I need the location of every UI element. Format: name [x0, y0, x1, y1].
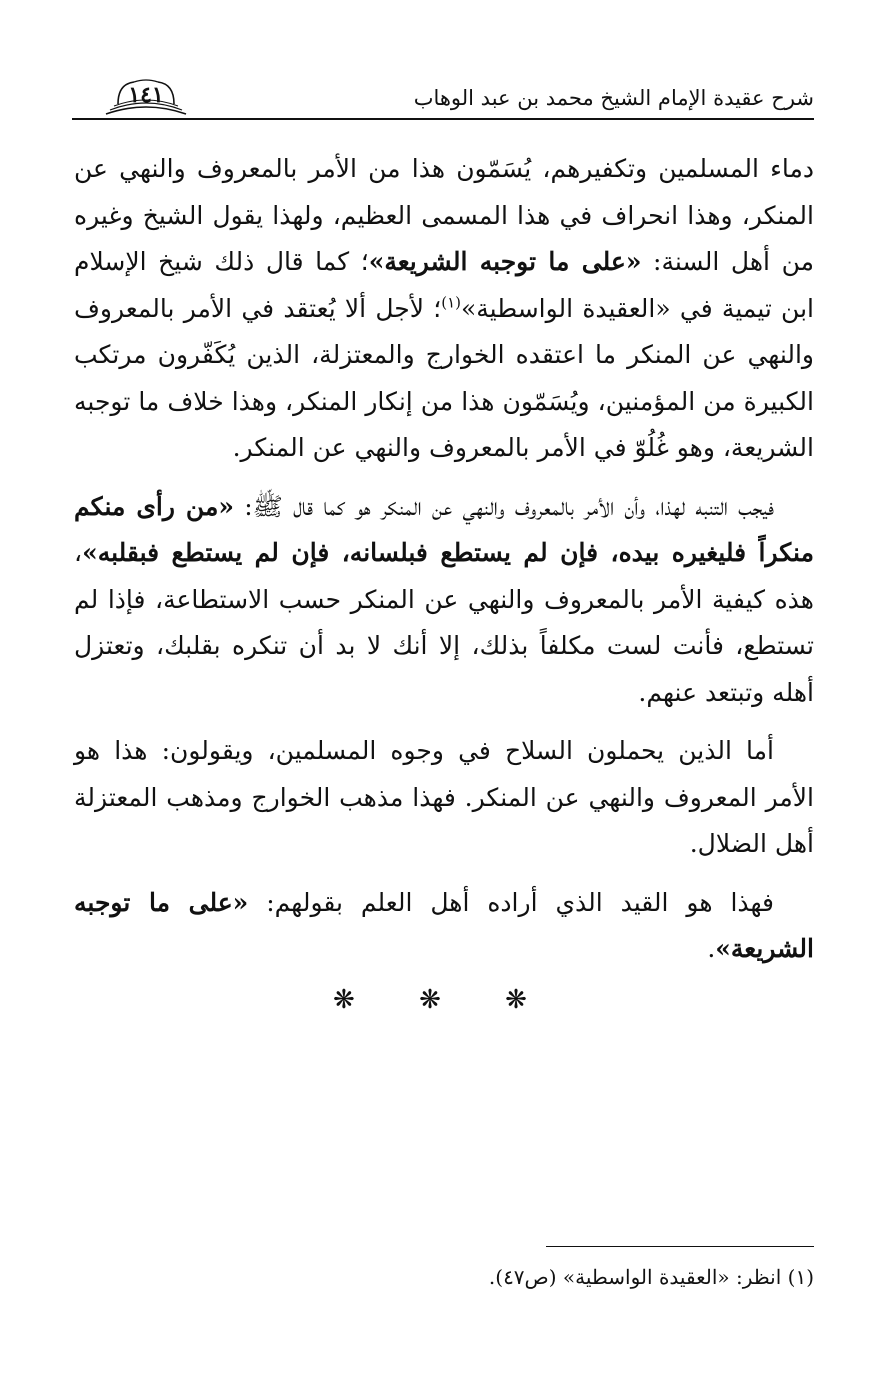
paragraph-2 [74, 484, 814, 717]
p4-text-1: فهذا هو القيد الذي أراده أهل العلم بقولهم: [248, 887, 774, 917]
p2-text-2: ، هذه كيفية الأمر بالمعروف والنهي عن المنكر حسب الاستطاعة، فإذا لم تستطع، فأنت لست مكلفاً بذلك، إلا أنك لا بد أن تنكره بقلبك، وتعتزل أهله وتبتعد عنهم. [74, 538, 814, 707]
page-number: ١٤١ [128, 82, 164, 108]
p2-text-1: فيجب التنبه لهذا، وأن الأمر بالمعروف والنهي عن المنكر هو كما قال ﷺ: [233, 491, 774, 521]
footnote-marker: (١) [787, 1265, 814, 1289]
p4-bold-1: «على ما توجبه الشريعة» [74, 887, 814, 963]
header-title: شرح عقيدة الإمام الشيخ محمد بن عبد الوهاب [413, 86, 814, 110]
header-rule [72, 118, 814, 120]
footnote-reference: (١) [441, 293, 461, 312]
p1-text-1: دماء المسلمين وتكفيرهم، يُسَمّون هذا من الأمر بالمعروف والنهي عن المنكر، وهذا انحراف في هذا المسمى العظيم، ولهذا يقول الشيخ وغيره من أهل السنة: [74, 154, 814, 276]
paragraph-3 [74, 728, 814, 868]
main-text [74, 146, 814, 1015]
p1-text-3: ؛ لأجل ألا يُعتقد في الأمر بالمعروف والنهي عن المنكر ما اعتقده الخوارج والمعتزلة، الذين يُكَفّرون مرتكب الكبيرة من المؤمنين، ويُسَمّون هذا من إنكار المنكر، وهذا خلاف ما توجبه الشريعة، وهو غُلُوّ في الأمر بالمعروف والنهي عن المنكر. [74, 293, 814, 462]
footnote-1 [74, 1262, 814, 1292]
section-separator: ❋ ❋ ❋ [333, 984, 555, 1015]
p3-text-1: أما الذين يحملون السلاح في وجوه المسلمين، ويقولون: هذا هو الأمر المعروف والنهي عن المنكر. فهذا مذهب الخوارج ومذهب المعتزلة أهل الضلال. [74, 736, 814, 858]
running-header [72, 74, 814, 120]
p1-bold-1: «على ما توجبه الشريعة» [368, 247, 642, 276]
p1-text-2: ؛ كما قال ذلك شيخ الإسلام ابن تيمية في «العقيدة الواسطية» [74, 247, 814, 323]
footnote-rule [546, 1246, 814, 1247]
p4-text-2: . [707, 934, 716, 963]
paragraph-4 [74, 880, 814, 973]
paragraph-1 [74, 146, 814, 472]
footnote-text: انظر: «العقيدة الواسطية» (ص٤٧). [488, 1265, 782, 1289]
page-number-badge [98, 74, 194, 120]
p2-bold-1: «من رأى منكم منكراً فليغيره بيده، فإن لم يستطع فبلسانه، فإن لم يستطع فبقلبه» [74, 491, 814, 567]
